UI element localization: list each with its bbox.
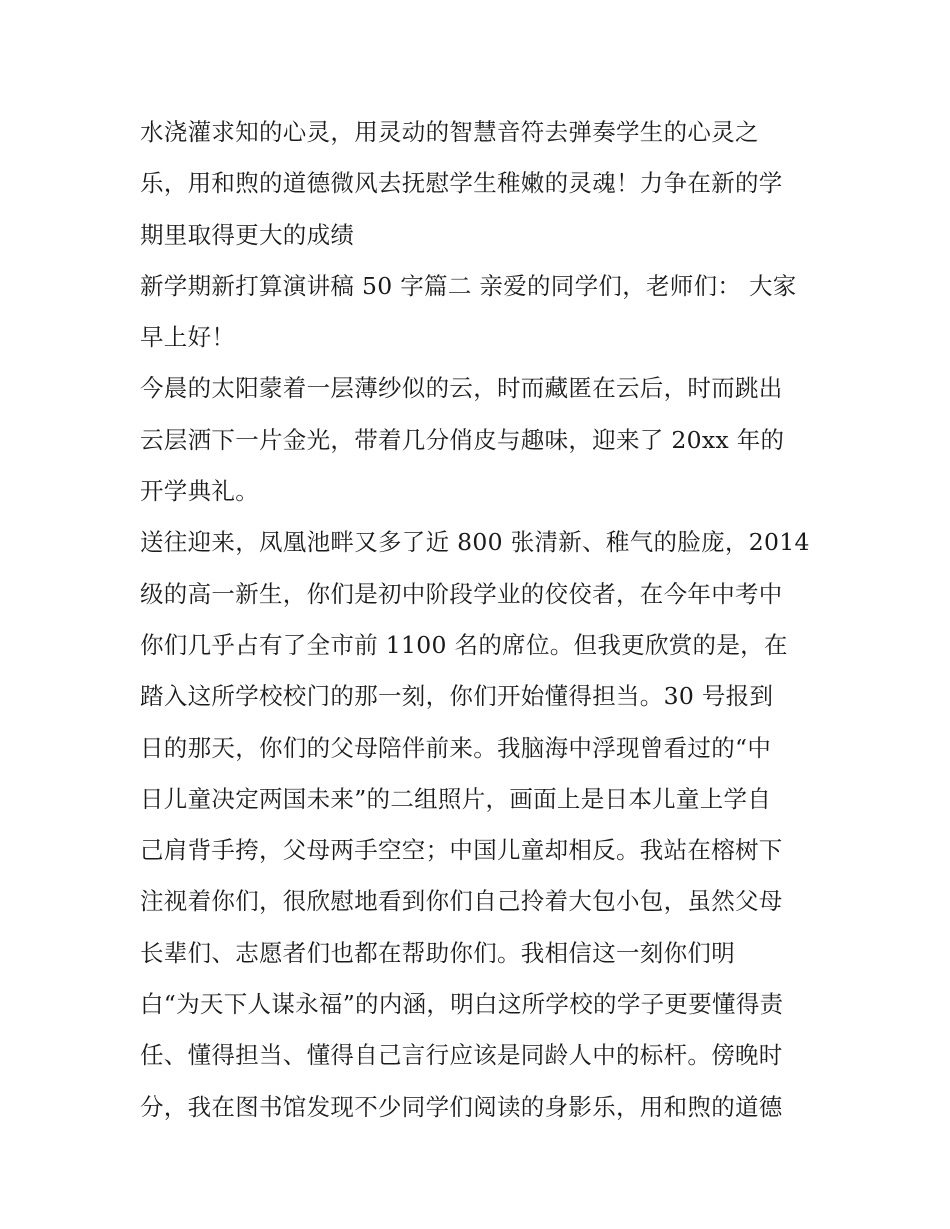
text-line: 开学典礼。 xyxy=(140,477,259,506)
text-line: 水浇灌求知的心灵，用灵动的智慧音符去弹奏学生的心灵之 xyxy=(140,118,759,146)
text-line: 今晨的太阳蒙着一层薄纱似的云，时而藏匿在云后，时而跳出 xyxy=(140,374,783,403)
text-line: 早上好！ xyxy=(140,323,236,352)
text-line: 乐，用和煦的道德微风去抚慰学生稚嫩的灵魂！力争在新的学 xyxy=(140,169,783,198)
text-line: 你们几乎占有了全市前 1100 名的席位。但我更欣赏的是，在 xyxy=(140,630,788,659)
text-line: 白“为天下人谋永福”的内涵，明白这所学校的学子更要懂得责 xyxy=(140,990,784,1019)
text-line: 分，我在图书馆发现不少同学们阅读的身影乐，用和煦的道德 xyxy=(140,1092,783,1121)
text-line: 云层洒下一片金光，带着几分俏皮与趣味，迎来了 20xx 年的 xyxy=(140,425,785,454)
text-line: 任、懂得担当、懂得自己言行应该是同龄人中的标杆。傍晚时 xyxy=(140,1041,783,1070)
body-text xyxy=(140,107,815,1133)
text-line: 注视着你们，很欣慰地看到你们自己拎着大包小包，虽然父母 xyxy=(140,887,783,916)
text-line: 日儿童决定两国未来”的二组照片，画面上是日本儿童上学自 xyxy=(140,784,772,813)
text-line: 己肩背手挎，父母两手空空；中国儿童却相反。我站在榕树下 xyxy=(140,836,783,865)
text-line: 日的那天，你们的父母陪伴前来。我脑海中浮现曾看过的“中 xyxy=(140,733,772,762)
text-line: 级的高一新生，你们是初中阶段学业的佼佼者，在今年中考中 xyxy=(140,579,783,608)
text-line: 长辈们、志愿者们也都在帮助你们。我相信这一刻你们明 xyxy=(140,938,735,967)
text-line: 新学期新打算演讲稿 50 字篇二 亲爱的同学们，老师们： 大家 xyxy=(140,271,797,300)
text-line: 期里取得更大的成绩 xyxy=(140,220,355,249)
text-line: 送往迎来，凤凰池畔又多了近 800 张清新、稚气的脸庞，2014 xyxy=(140,528,810,557)
text-line: 踏入这所学校校门的那一刻，你们开始懂得担当。30 号报到 xyxy=(140,682,774,711)
